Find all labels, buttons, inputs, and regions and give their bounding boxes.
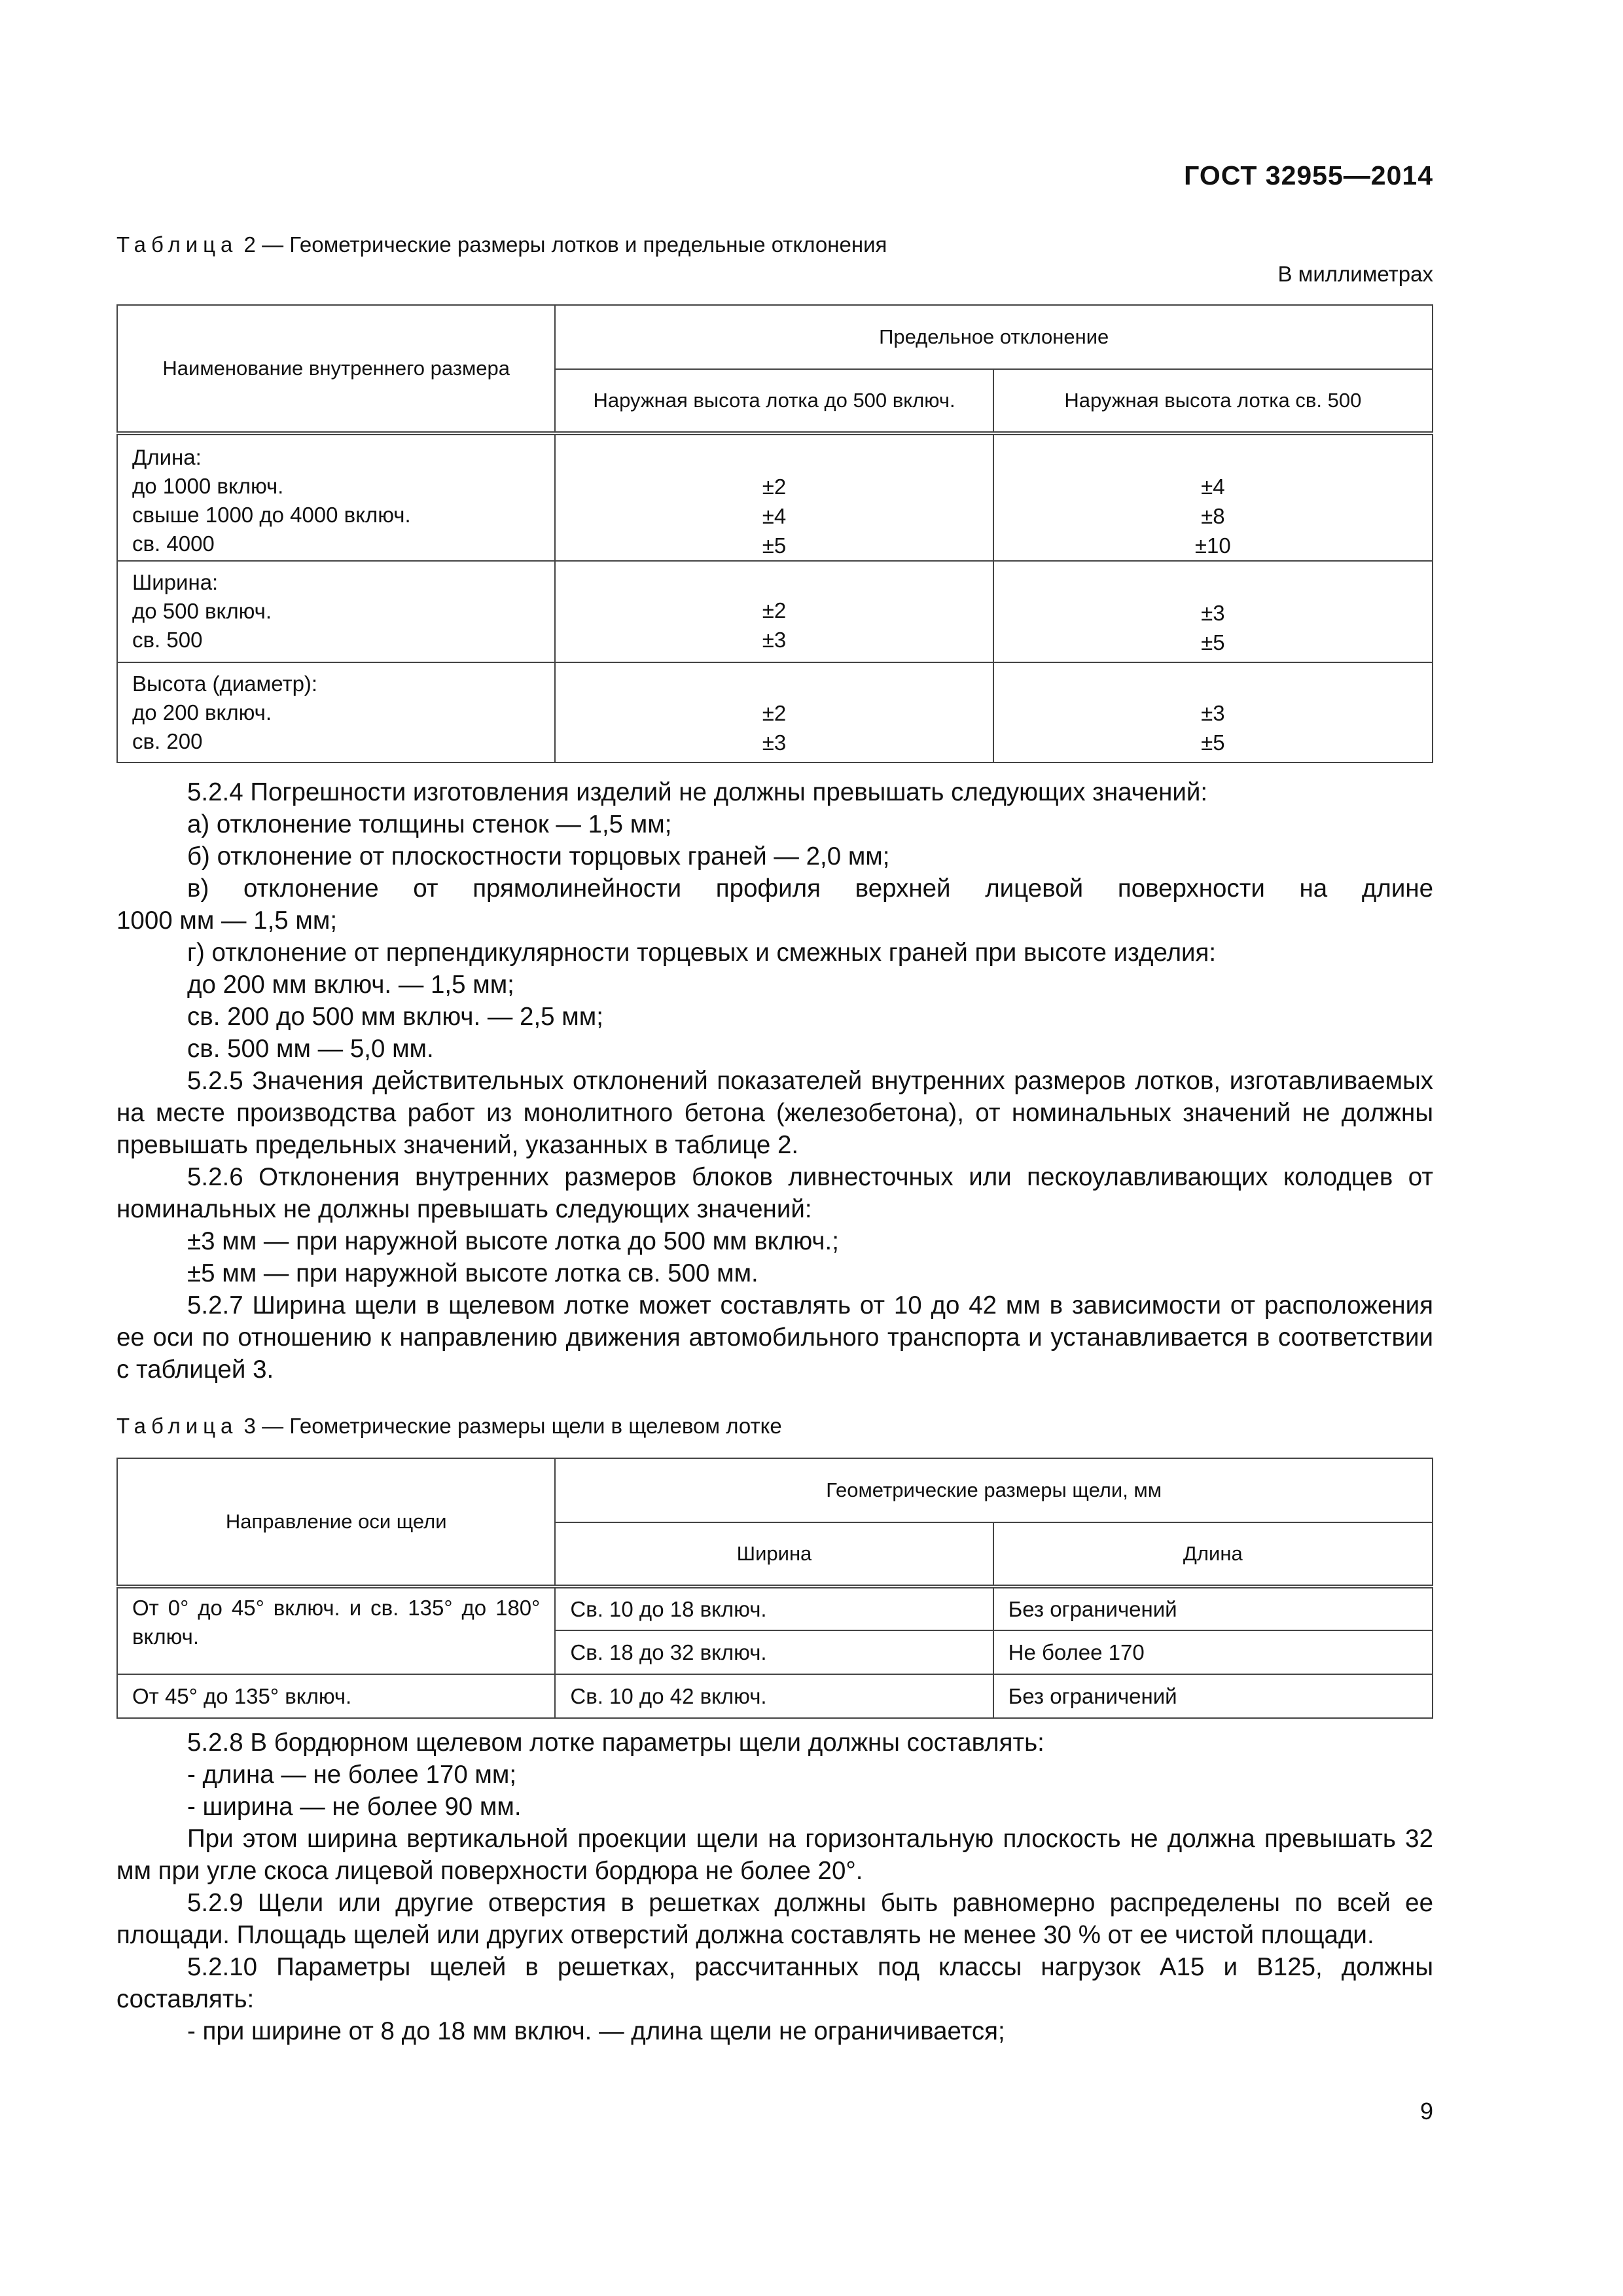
list-item-pm5: ±5 мм — при наружной высоте лотка св. 500 мм. [187,1259,758,1287]
list-item-v-cont: 1000 мм — 1,5 мм; [116,906,338,935]
paragraph-5-2-10: 5.2.10 Параметры щелей в решетках, рассчитанных под классы нагрузок А15 и В125, должны составлять: [116,1953,1433,2013]
paragraph-5-2-8: 5.2.8 В бордюрном щелевом лотке параметры щели должны составлять: [187,1729,1044,1757]
table-row [117,1674,1433,1718]
row-width: Св. 10 до 42 включ. [555,1674,993,1718]
dash-item-length: - длина — не более 170 мм; [187,1761,517,1789]
table2-caption-word: Таблица [116,232,238,257]
row-length: Без ограничений [993,1587,1433,1630]
paragraph-5-2-7: 5.2.7 Ширина щели в щелевом лотке может составлять от 10 до 42 мм в зависимости от расположения ее оси по отношению к направлению движения автомобильного транспорта и устанавливается в соответствии с таблицей 3. [116,1291,1433,1384]
dash-item-slot-width: - при ширине от 8 до 18 мм включ. — длина щели не ограничивается; [187,2017,1005,2045]
paragraph-5-2-9: 5.2.9 Щели или другие отверстия в решетках должны быть равномерно распределены по всей ее площади. Площадь щелей или других отверстий должна составлять не менее 30 % от ее чистой площади. [116,1889,1433,1949]
table3-caption-text: 3 — Геометрические размеры щели в щелевом лотке [238,1414,782,1438]
table-row [117,662,1433,762]
list-item-v: в) отклонение от прямолинейности профиля верхней лицевой поверхности на длине [187,874,1433,903]
paragraph-5-2-6: 5.2.6 Отклонения внутренних размеров блоков ливнесточных или пескоулавливающих колодцев от номинальных не должны превышать следующих значений: [116,1163,1433,1223]
table2-header-col2: Наружная высота лотка до 500 включ. [555,369,993,433]
row-length: Не более 170 [993,1630,1433,1674]
table-row [117,1587,1433,1630]
table3-caption [116,1414,782,1439]
table3-header-group: Геометрические размеры щели, мм [555,1458,1433,1522]
table-row [117,433,1433,561]
list-item-g3: св. 500 мм — 5,0 мм. [187,1035,434,1063]
list-item-a: а) отклонение толщины стенок — 1,5 мм; [187,810,672,838]
paragraph-5-2-5: 5.2.5 Значения действительных отклонений показателей внутренних размеров лотков, изготавливаемых на месте производства работ из монолитного бетона (железобетона), от номинальных значений не должны превышать предельных значений, указанных в таблице 2. [116,1067,1433,1159]
table2-caption-text: 2 — Геометрические размеры лотков и предельные отклонения [238,232,887,257]
paragraph-5-2-8-note: При этом ширина вертикальной проекции щели на горизонтальную плоскость не должна превышать 32 мм при угле скоса лицевой поверхности бордюра не более 20°. [116,1825,1433,1885]
row-values-col2: ±2 ±4 ±5 [555,433,993,561]
text-block-2 [116,1727,1433,2047]
table2-caption [116,232,887,257]
row-width: Св. 18 до 32 включ. [555,1630,993,1674]
row-length: Без ограничений [993,1674,1433,1718]
table-row [117,561,1433,662]
row-values-col3: ±4 ±8 ±10 [993,433,1433,561]
list-item-pm3: ±3 мм — при наружной высоте лотка до 500 мм включ.; [187,1227,839,1255]
row-values-col2: ±2 ±3 [555,561,993,662]
dash-item-width: - ширина — не более 90 мм. [187,1793,522,1821]
document-code: ГОСТ 32955—2014 [1184,160,1433,190]
table2-header-col3: Наружная высота лотка св. 500 [993,369,1433,433]
row-label: Длина: до 1000 включ. свыше 1000 до 4000 включ. св. 4000 [117,433,555,561]
table2-header-name: Наименование внутреннего размера [117,305,555,433]
table2-units: В миллиметрах [1277,262,1433,286]
row-values-col3: ±3 ±5 [993,662,1433,762]
table2 [116,304,1433,763]
row-values-col3: ±3 ±5 [993,561,1433,662]
paragraph-5-2-4: 5.2.4 Погрешности изготовления изделий не должны превышать следующих значений: [187,778,1208,806]
table3-caption-word: Таблица [116,1414,238,1438]
list-item-g: г) отклонение от перпендикулярности торцевых и смежных граней при высоте изделия: [187,939,1217,967]
table3-header-width: Ширина [555,1522,993,1587]
list-item-g2: св. 200 до 500 мм включ. — 2,5 мм; [187,1003,603,1031]
row-direction-label: От 0° до 45° включ. и св. 135° до 180° включ. [117,1587,555,1674]
list-item-g1: до 200 мм включ. — 1,5 мм; [187,971,514,999]
row-label: Высота (диаметр): до 200 включ. св. 200 [117,662,555,762]
row-label: Ширина: до 500 включ. св. 500 [117,561,555,662]
list-item-b: б) отклонение от плоскостности торцовых граней — 2,0 мм; [187,842,890,870]
page-number: 9 [1419,2098,1433,2125]
table2-header-group: Предельное отклонение [555,305,1433,369]
row-direction-label: От 45° до 135° включ. [117,1674,555,1718]
table3-header-length: Длина [993,1522,1433,1587]
row-values-col2: ±2 ±3 [555,662,993,762]
table3 [116,1458,1433,1719]
text-block-1 [116,776,1433,1386]
table3-header-direction: Направление оси щели [117,1458,555,1587]
row-width: Св. 10 до 18 включ. [555,1587,993,1630]
